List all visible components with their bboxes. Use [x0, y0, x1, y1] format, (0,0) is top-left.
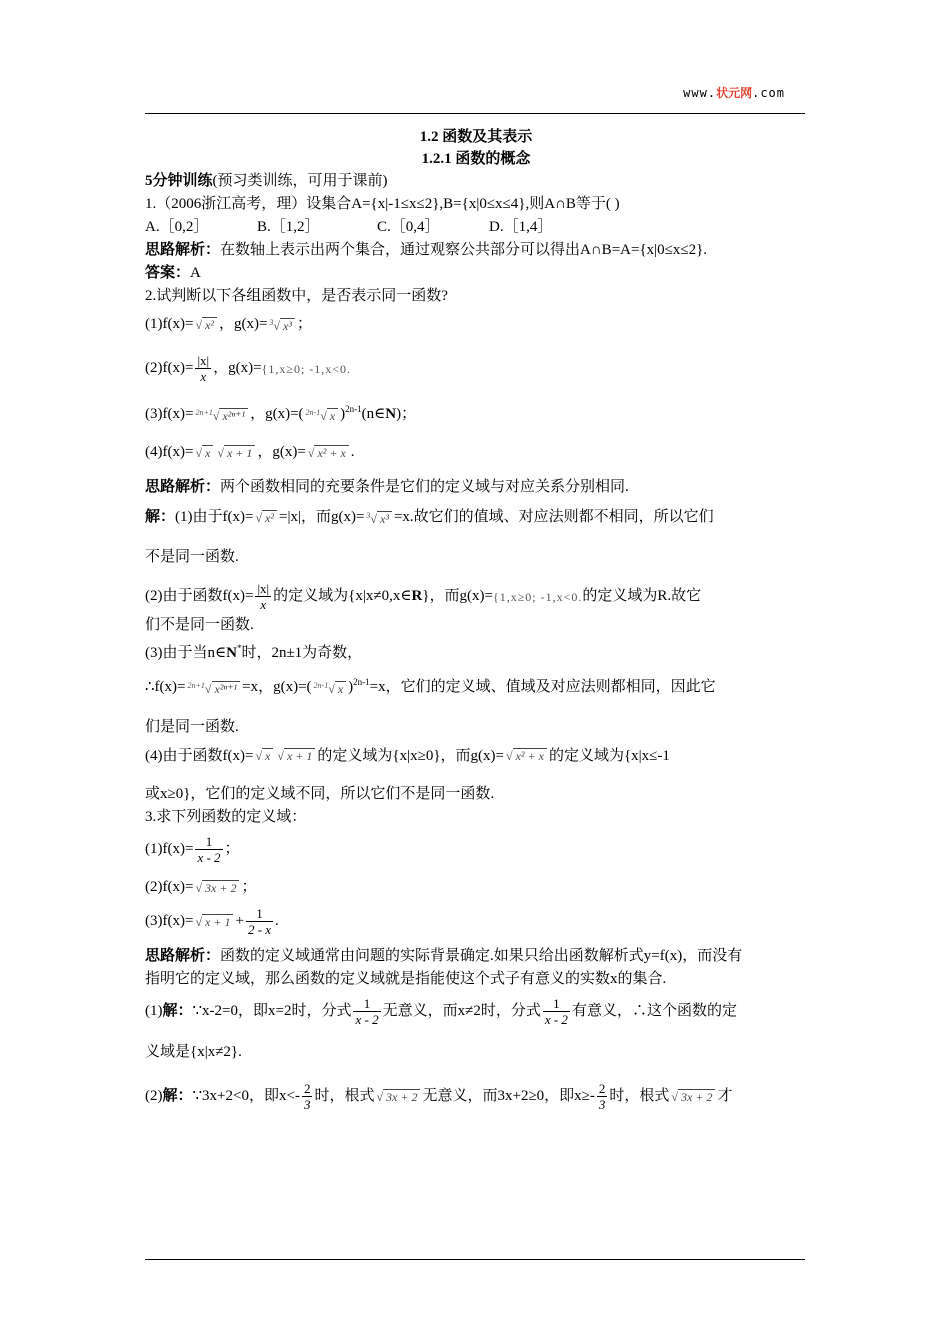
sqrt-expression: √ x + 1 [217, 433, 255, 473]
piecewise-expression: {1,x≥0; -1,x<0. [261, 361, 352, 376]
sqrt-expression: √ x² [255, 501, 277, 535]
q2-solution-2-cont: 们不是同一函数. [145, 616, 254, 633]
training-heading [145, 170, 807, 193]
site-name[interactable]: 状元网 [716, 86, 753, 100]
header-divider [145, 113, 805, 114]
odd-root-expression: $^{2n-1}$√ x [314, 669, 347, 706]
q2-solution-3b: ∴f(x)= $^{2n+1}$√ x²ⁿ⁺¹ =x，g(x)=( $^{2n-1}$√ x )$^{2n-1}$=x，它们的定义域、值域及对应法则都相同，因此它 [145, 665, 807, 706]
fraction: $\frac{1}{x - 2}$ [197, 834, 221, 866]
q1-analysis-text: 在数轴上表示出两个集合，通过观察公共部分可以得出A∩B=A={x|0≤x≤2}. [220, 242, 708, 258]
q3-item-3: (3)f(x)= √ x + 1 + $\frac{1}{2 - x}$ . [145, 901, 807, 945]
cube-root-expression: $^3$√ x³ [366, 499, 392, 536]
q1-answer-label: 答案： [145, 265, 191, 281]
q1-answer-value: A [190, 265, 201, 281]
sqrt-expression: √ 3x + 2 [671, 1075, 715, 1119]
q1-options [145, 216, 807, 239]
site-suffix: .com [752, 86, 785, 100]
fraction: $\frac{1}{2 - x}$ [247, 906, 272, 938]
q2-solution-1-cont: 不是同一函数. [145, 549, 239, 565]
site-prefix: www. [683, 86, 717, 100]
odd-root-expression: $^{2n+1}$√ x²ⁿ⁺¹ [195, 396, 248, 433]
odd-root-expression: $^{2n+1}$√ x²ⁿ⁺¹ [188, 669, 241, 706]
sqrt-expression: √ x + 1 [195, 902, 233, 942]
q3-item-1: (1)f(x)= $\frac{1}{x - 2}$ ； [145, 834, 240, 866]
sqrt-expression: √ x + 1 [277, 739, 315, 773]
document-body [145, 126, 807, 1118]
q3-solution-2: (2)解：∵3x+2<0，即x<- $\frac{2}{3}$ 时，根式 √ 3x + 2 无意义，而3x+2≥0，即x≥- $\frac{2}{3}$ 时，根式 √ 3x + 2 才 [145, 1074, 807, 1118]
training-label: 5分钟训练 [145, 173, 213, 189]
q2-solution-4: (4)由于函数f(x)= √ x √ x + 1 的定义域为{x|x≥0}，而g(x)= √ x² + x 的定义域为{x|x≤-1 [145, 739, 807, 774]
q1-option-c: C.［0,4］ [377, 219, 440, 235]
q1-text: 1.（2006浙江高考，理）设集合A={x|-1≤x≤2},B={x|0≤x≤4},则A∩B等于( ) [145, 196, 620, 212]
cube-root-expression: $^3$√ x³ [269, 308, 295, 341]
q2-solution-3: (3)由于当n∈N*时，2n±1为奇数， [145, 642, 363, 661]
q2-item-4: (4)f(x)= √ x √ x + 1 ，g(x)= √ x² + x . [145, 432, 807, 476]
odd-root-expression: $^{2n-1}$√ x [306, 396, 339, 433]
q2-item-2: (2)f(x)= $\frac{|x|}{x}$ ，g(x)={1,x≥0; -1,x<0. [145, 348, 807, 392]
footer-divider [145, 1259, 805, 1260]
fraction: $\frac{2}{3}$ [598, 1081, 606, 1113]
q2-item-1: (1)f(x)= √ x² ，g(x)= $^3$√ x³ ； [145, 308, 807, 348]
q2-solution-3-cont: 们是同一函数. [145, 718, 239, 735]
q3-analysis: 思路解析：函数的定义域通常由问题的实际背景确定.如果只给出函数解析式y=f(x)，而没有 [145, 948, 743, 965]
sqrt-expression: √ x [195, 433, 213, 473]
section-title: 1.2 函数及其表示 [419, 129, 533, 145]
q2-text: 2.试判断以下各组函数中，是否表示同一函数? [145, 288, 448, 304]
sqrt-expression: √ x² + x [308, 433, 349, 473]
sqrt-expression: √ x² + x [506, 739, 547, 773]
subsection-title: 1.2.1 函数的概念 [421, 151, 531, 167]
fraction: $\frac{|x|}{x}$ [257, 581, 270, 613]
q2-analysis: 思路解析：两个函数相同的充要条件是它们的定义域与对应关系分别相同. [145, 479, 629, 495]
sqrt-expression: √ 3x + 2 [376, 1075, 420, 1119]
fraction: $\frac{2}{3}$ [303, 1081, 311, 1113]
piecewise-expression: {1,x≥0; -1,x<0. [492, 589, 583, 604]
q1-analysis-label: 思路解析： [145, 242, 221, 258]
q2-solution-1: 解：(1)由于f(x)= √ x² =|x|，而g(x)= $^3$√ x³ =x.故它们的值域、对应法则都不相同，所以它们 [145, 499, 807, 536]
sqrt-expression: √ x [255, 739, 273, 773]
q3-text: 3.求下列函数的定义域： [145, 809, 307, 826]
q1-answer [145, 262, 807, 285]
fraction: $\frac{1}{x - 2}$ [544, 996, 568, 1028]
fraction: $\frac{|x|}{x}$ [197, 353, 210, 385]
q1-analysis [145, 239, 807, 262]
q3-solution-1-cont: 义域是{x|x≠2}. [145, 1044, 242, 1061]
site-header [683, 84, 785, 101]
fraction: $\frac{1}{x - 2}$ [355, 996, 379, 1028]
q2-solution-4-cont: 或x≥0}，它们的定义域不同，所以它们不是同一函数. [145, 786, 495, 803]
q3-analysis-cont: 指明它的定义域，那么函数的定义域就是指能使这个式子有意义的实数x的集合. [145, 971, 667, 988]
q3-item-2: (2)f(x)= √ 3x + 2 ； [145, 873, 807, 901]
q2-solution-2: (2)由于函数f(x)= $\frac{|x|}{x}$ 的定义域为{x|x≠0,x∈R}，而g(x)={1,x≥0; -1,x<0.的定义域为R.故它 [145, 581, 702, 613]
q2-item-3: (3)f(x)= $^{2n+1}$√ x²ⁿ⁺¹ ，g(x)=( $^{2n-1}$√ x )$^{2n-1}$(n∈N)； [145, 392, 807, 432]
q1-option-d: D.［1,4］ [489, 219, 553, 235]
q1-option-a: A.［0,2］ [145, 219, 209, 235]
training-note: (预习类训练，可用于课前) [212, 173, 388, 189]
q1-option-b: B.［1,2］ [257, 219, 320, 235]
sqrt-expression: √ x² [195, 310, 217, 340]
sqrt-expression: √ 3x + 2 [195, 874, 239, 902]
q3-solution-1: (1)解：∵x-2=0，即x=2时，分式 $\frac{1}{x - 2}$ 无意义，而x≠2时，分式 $\frac{1}{x - 2}$ 有意义，∴这个函数的定 [145, 996, 737, 1028]
